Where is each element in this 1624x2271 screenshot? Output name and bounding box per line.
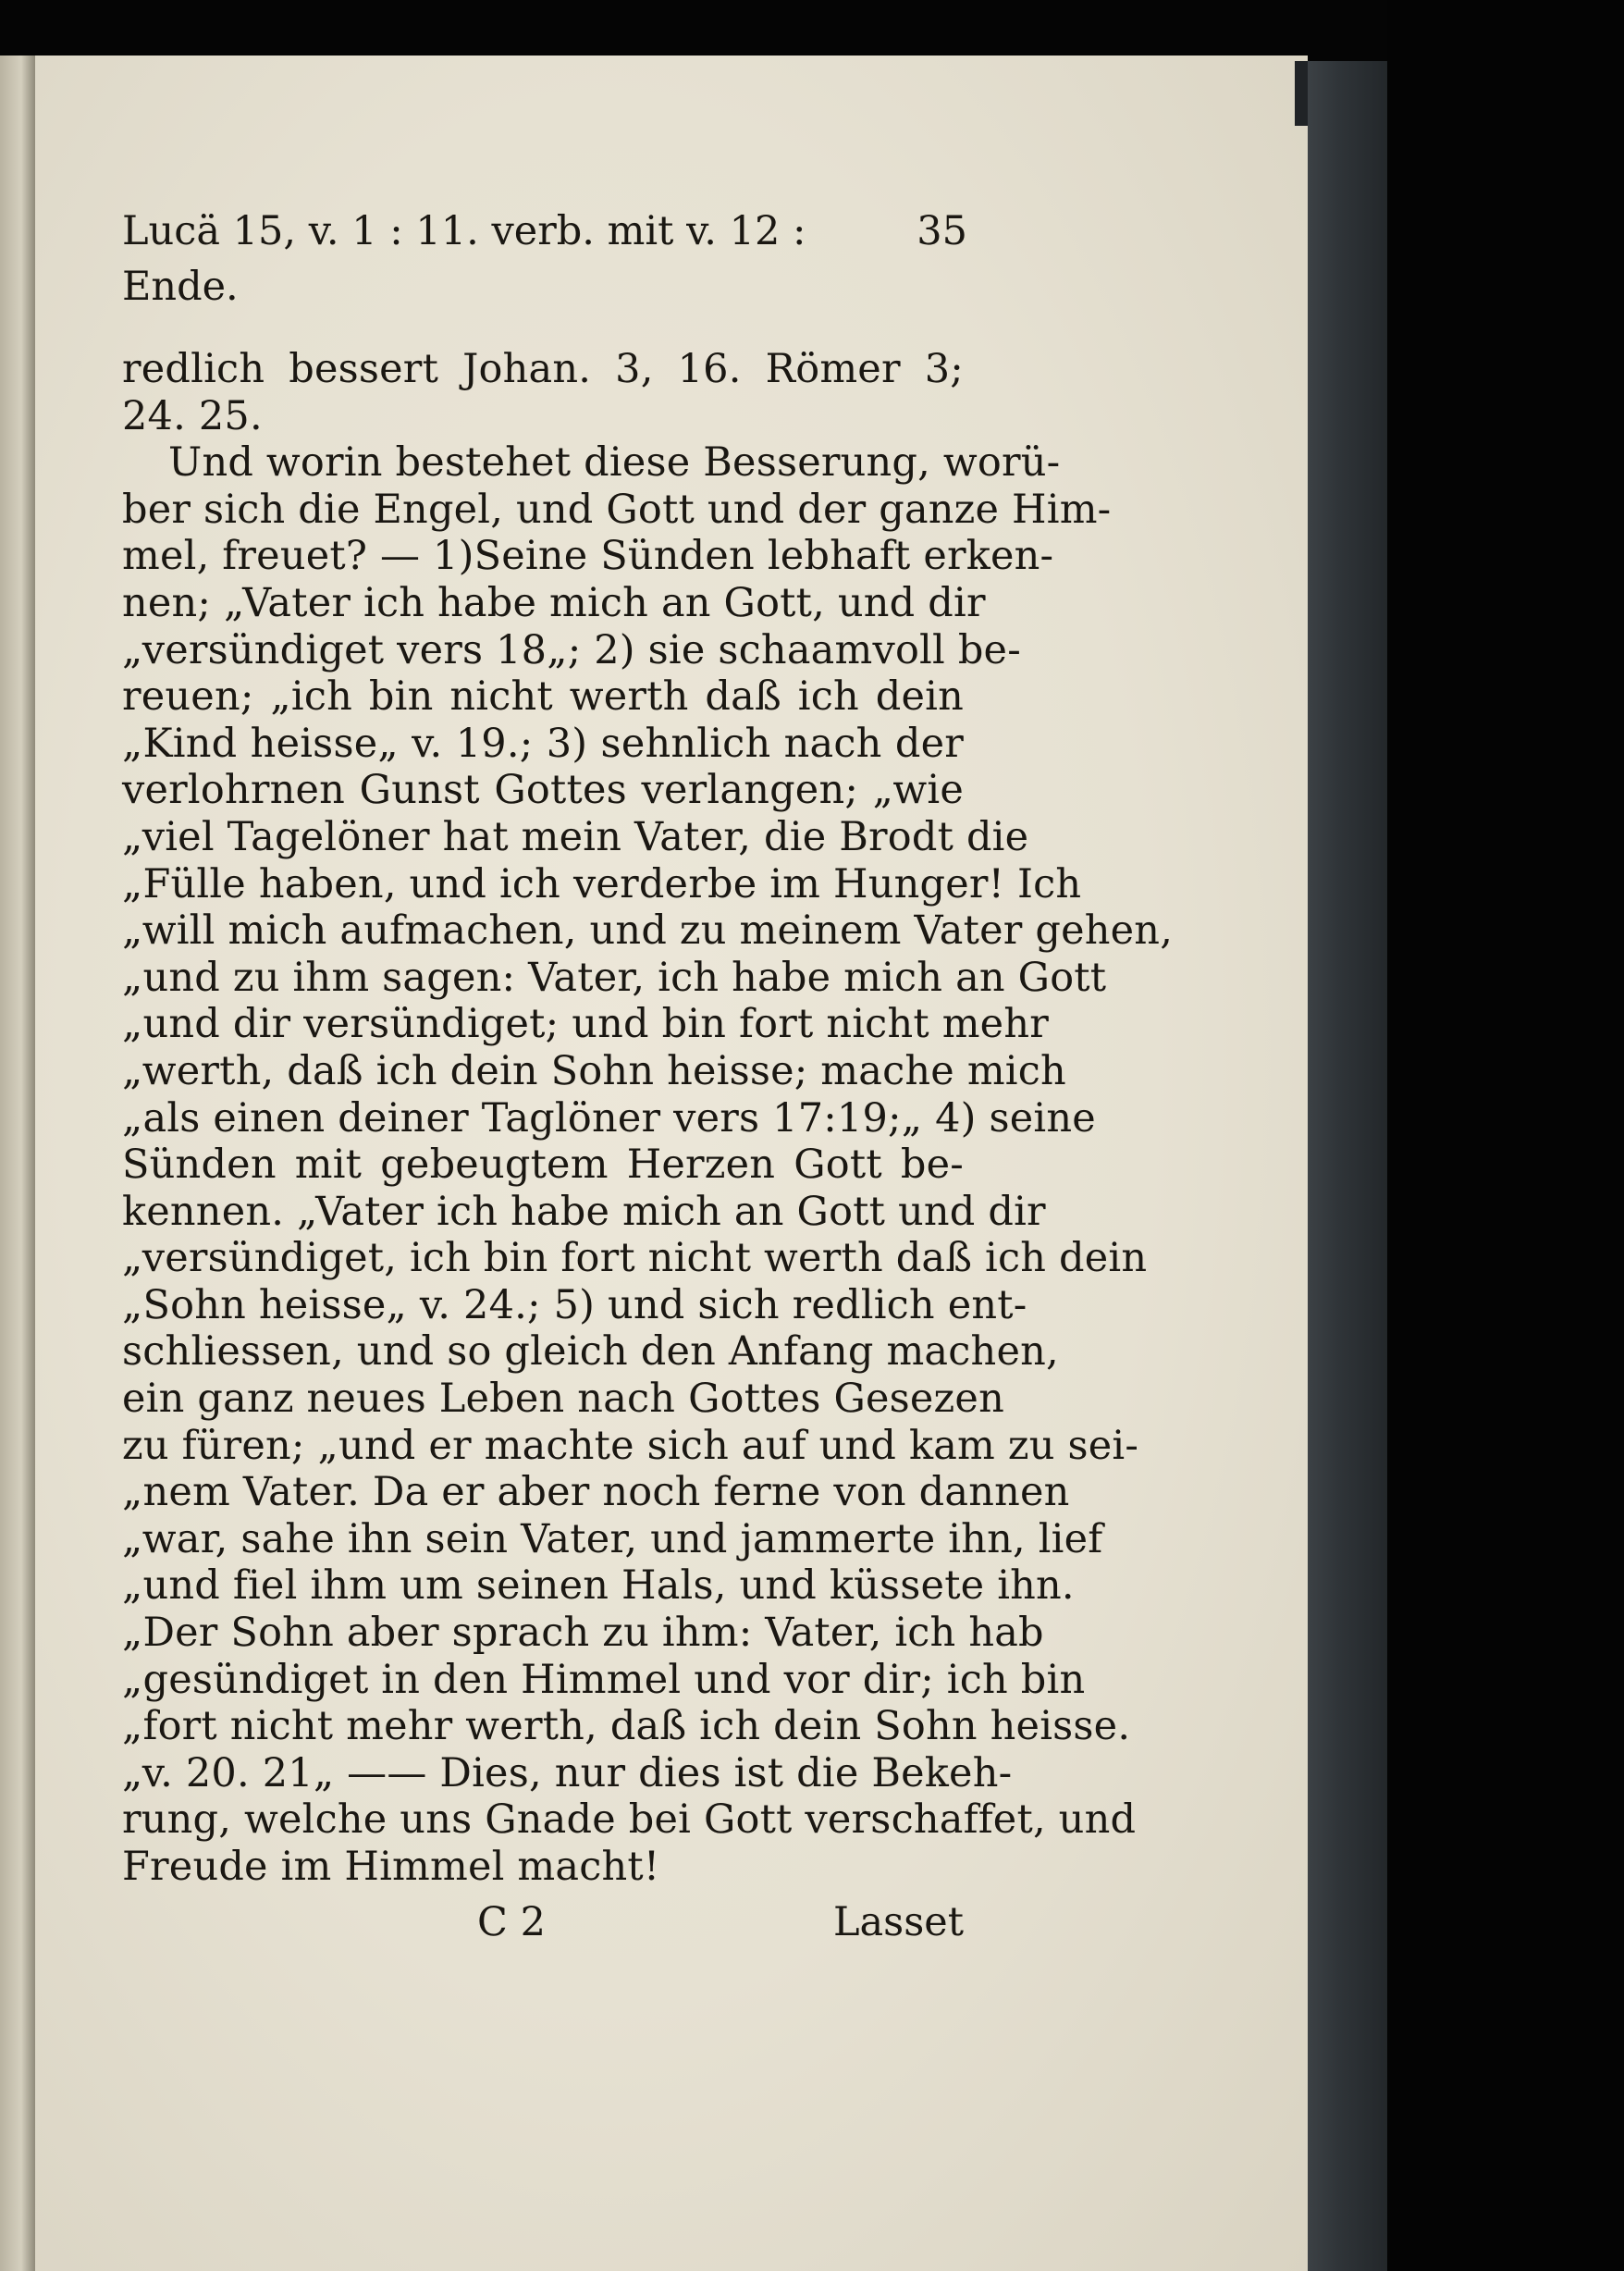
text-line: „will mich aufmachen, und zu meinem Vater gehen, (122, 907, 1174, 955)
text-line: ber sich die Engel, und Gott und der ganze Him- (122, 486, 1112, 533)
text-line: redlich bessert Johan. 3, 16. Römer 3; (122, 346, 964, 392)
text-line: mel, freuet? — 1)Seine Sünden lebhaft erken- (122, 533, 1054, 580)
text-line: „v. 20. 21„ —— Dies, nur dies ist die Bekeh- (122, 1749, 1013, 1796)
body-text (122, 346, 1174, 1891)
text-line: „als einen deiner Taglöner vers 17:19;„ 4) seine (122, 1094, 1096, 1142)
page-text (122, 204, 1174, 1950)
text-line: rung, welche uns Gnade bei Gott verschaffet, und (122, 1796, 1137, 1844)
background (1387, 0, 1624, 2271)
text-line: „und dir versündiget; und bin fort nicht mehr (122, 1001, 1049, 1048)
text-line: kennen. „Vater ich habe mich an Gott und dir (122, 1188, 1046, 1235)
catchword: Lasset (832, 1898, 964, 1945)
text-line: nen; „Vater ich habe mich an Gott, und dir (122, 579, 986, 626)
text-line: „und fiel ihm um seinen Hals, und küssete ihn. (122, 1562, 1075, 1610)
text-line: verlohrnen Gunst Gottes verlangen; „wie (122, 767, 964, 814)
book-cover-edge (1308, 61, 1387, 2271)
text-line: „fort nicht mehr werth, daß ich dein Sohn heisse. (122, 1703, 1131, 1750)
text-line: „versündiget vers 18„; 2) sie schaamvoll be- (122, 626, 1021, 673)
text-line: „werth, daß ich dein Sohn heisse; mache mich (122, 1047, 1066, 1094)
text-line: „nem Vater. Da er aber noch ferne von dannen (122, 1469, 1070, 1516)
text-line: „Fülle haben, und ich verderbe im Hunger! Ich (122, 860, 1082, 907)
text-line: „gesündiget in den Himmel und vor dir; ich bin (122, 1656, 1086, 1703)
signature-mark: C 2 (477, 1898, 546, 1945)
text-line: zu füren; „und er machte sich auf und kam zu sei- (122, 1422, 1139, 1469)
page-footer (122, 1895, 964, 1950)
text-line: reuen; „ich bin nicht werth daß ich dein (122, 673, 964, 721)
text-line: „und zu ihm sagen: Vater, ich habe mich an Gott (122, 954, 1107, 1001)
text-line: Und worin bestehet diese Besserung, worü- (168, 439, 1061, 487)
text-line: „versündiget, ich bin fort nicht werth daß ich dein (122, 1235, 1148, 1282)
running-title: Lucä 15, v. 1 : 11. verb. mit v. 12 : Ende. (122, 208, 806, 310)
text-line: ein ganz neues Leben nach Gottes Gesezen (122, 1376, 1004, 1423)
running-header (122, 204, 967, 315)
text-line: „Der Sohn aber sprach zu ihm: Vater, ich hab (122, 1610, 1044, 1657)
text-line: Freude im Himmel macht! (122, 1844, 660, 1890)
previous-page-edge (0, 56, 35, 2271)
page-number: 35 (917, 208, 967, 254)
text-line: „war, sahe ihn sein Vater, und jammerte ihn, lief (122, 1515, 1103, 1562)
text-line: Sünden mit gebeugtem Herzen Gott be- (122, 1142, 964, 1189)
text-line: schliessen, und so gleich den Anfang machen, (122, 1328, 1059, 1376)
text-line: „viel Tagelöner hat mein Vater, die Brodt die (122, 813, 1029, 860)
text-line: 24. 25. (122, 392, 263, 439)
text-line: „Kind heisse„ v. 19.; 3) sehnlich nach der (122, 720, 964, 767)
text-line: „Sohn heisse„ v. 24.; 5) und sich redlich ent- (122, 1281, 1027, 1328)
